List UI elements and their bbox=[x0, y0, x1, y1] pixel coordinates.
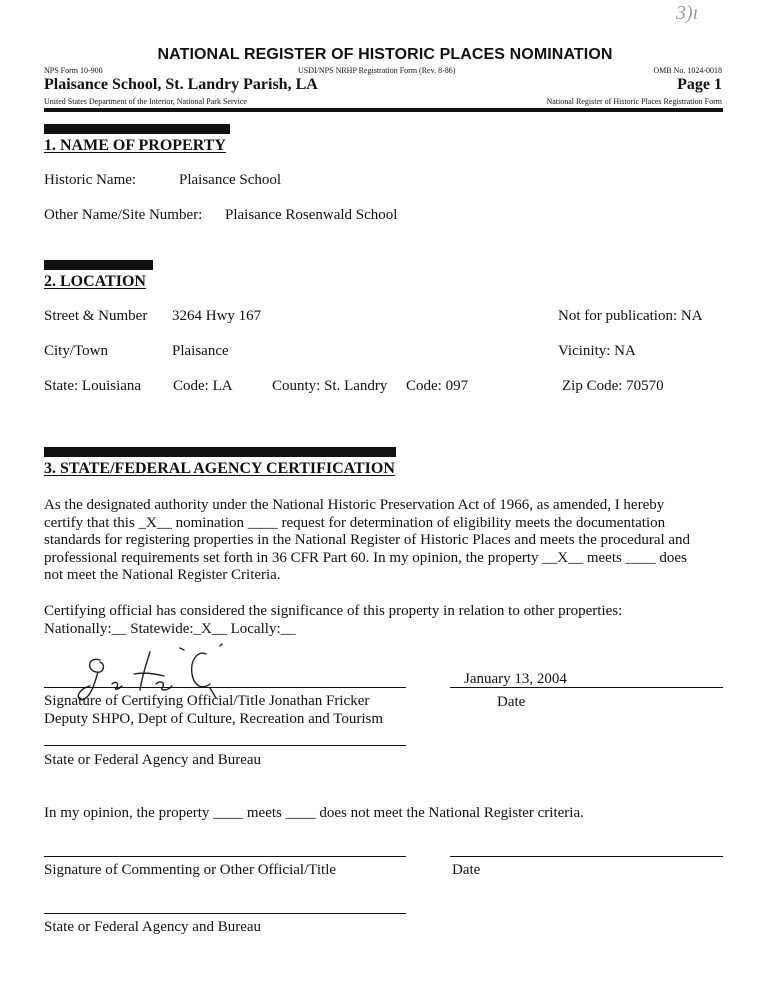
agency-label: State or Federal Agency and Bureau bbox=[44, 752, 262, 768]
paragraph-line: not meet the National Register Criteria. bbox=[44, 567, 281, 583]
section-heading-certification: 3. STATE/FEDERAL AGENCY CERTIFICATION bbox=[44, 460, 395, 477]
significance-paragraph bbox=[44, 603, 724, 638]
agency-line bbox=[44, 745, 406, 746]
omb-number: OMB No. 1024-0018 bbox=[653, 66, 722, 75]
signature-line bbox=[44, 687, 406, 688]
state-code: Code: LA bbox=[173, 378, 233, 394]
form-title: NATIONAL REGISTER OF HISTORIC PLACES NOMINATION bbox=[157, 46, 613, 63]
street-value: 3264 Hwy 167 bbox=[172, 308, 262, 324]
official-title: Deputy SHPO, Dept of Culture, Recreation and Tourism bbox=[44, 711, 384, 727]
commenting-signature-label: Signature of Commenting or Other Official/Title bbox=[44, 862, 337, 878]
paragraph-line: As the designated authority under the National Historic Preservation Act of 1966, as amended, I hereby bbox=[44, 497, 665, 513]
paragraph-line: Nationally:__ Statewide:_X__ Locally:__ bbox=[44, 620, 296, 637]
department-name: United States Department of the Interior, National Park Service bbox=[44, 97, 247, 106]
opinion-statement: In my opinion, the property ____ meets ____ does not meet the National Register criteria. bbox=[44, 805, 584, 821]
certification-paragraph bbox=[44, 497, 724, 585]
commenting-signature-line bbox=[44, 856, 406, 857]
paragraph-line: professional requirements set forth in 36 CFR Part 60. In my opinion, the property __X__ meets ____ does bbox=[44, 549, 687, 566]
section-bar bbox=[44, 124, 230, 134]
property-title: Plaisance School, St. Landry Parish, LA bbox=[44, 76, 318, 93]
section-bar bbox=[44, 447, 396, 457]
paragraph-line: Certifying official has considered the significance of this property in relation to other properties: bbox=[44, 603, 623, 619]
paragraph-line: certify that this _X__ nomination ____ request for determination of eligibility meets the documentation bbox=[44, 514, 666, 531]
page-number-mark: 3)ı bbox=[676, 2, 699, 24]
state: State: Louisiana bbox=[44, 378, 142, 394]
section-bar bbox=[44, 260, 153, 270]
not-for-publication: Not for publication: NA bbox=[558, 308, 703, 324]
zip-code: Zip Code: 70570 bbox=[562, 378, 664, 394]
city-value: Plaisance bbox=[172, 343, 229, 359]
register-form-name: National Register of Historic Places Registration Form bbox=[546, 97, 722, 106]
commenting-date-line bbox=[450, 856, 723, 857]
nps-form-number: NPS Form 10-900 bbox=[44, 66, 103, 75]
page-number: Page 1 bbox=[677, 76, 722, 93]
historic-name-label: Historic Name: bbox=[44, 172, 137, 188]
historic-name-value: Plaisance School bbox=[179, 172, 282, 188]
section-heading-name-of-property: 1. NAME OF PROPERTY bbox=[44, 137, 226, 154]
usdi-form-number: USDI/NPS NRHP Registration Form (Rev. 8-86) bbox=[298, 66, 456, 75]
agency-line-2 bbox=[44, 913, 406, 914]
date-label: Date bbox=[497, 694, 526, 710]
county: County: St. Landry bbox=[272, 378, 388, 394]
certification-date: January 13, 2004 bbox=[464, 671, 567, 687]
section-heading-location: 2. LOCATION bbox=[44, 273, 146, 290]
street-label: Street & Number bbox=[44, 308, 148, 324]
other-name-label: Other Name/Site Number: bbox=[44, 207, 203, 223]
date-line bbox=[450, 687, 723, 688]
signature-label: Signature of Certifying Official/Title Jonathan Fricker bbox=[44, 693, 370, 709]
paragraph-line: standards for registering properties in the National Register of Historic Places and meets the procedural and bbox=[44, 532, 691, 548]
commenting-date-label: Date bbox=[452, 862, 481, 878]
vicinity: Vicinity: NA bbox=[558, 343, 636, 359]
city-label: City/Town bbox=[44, 343, 108, 359]
other-name-value: Plaisance Rosenwald School bbox=[225, 207, 398, 223]
header-rule bbox=[44, 108, 723, 112]
county-code: Code: 097 bbox=[406, 378, 469, 394]
agency-label-2: State or Federal Agency and Bureau bbox=[44, 919, 262, 935]
